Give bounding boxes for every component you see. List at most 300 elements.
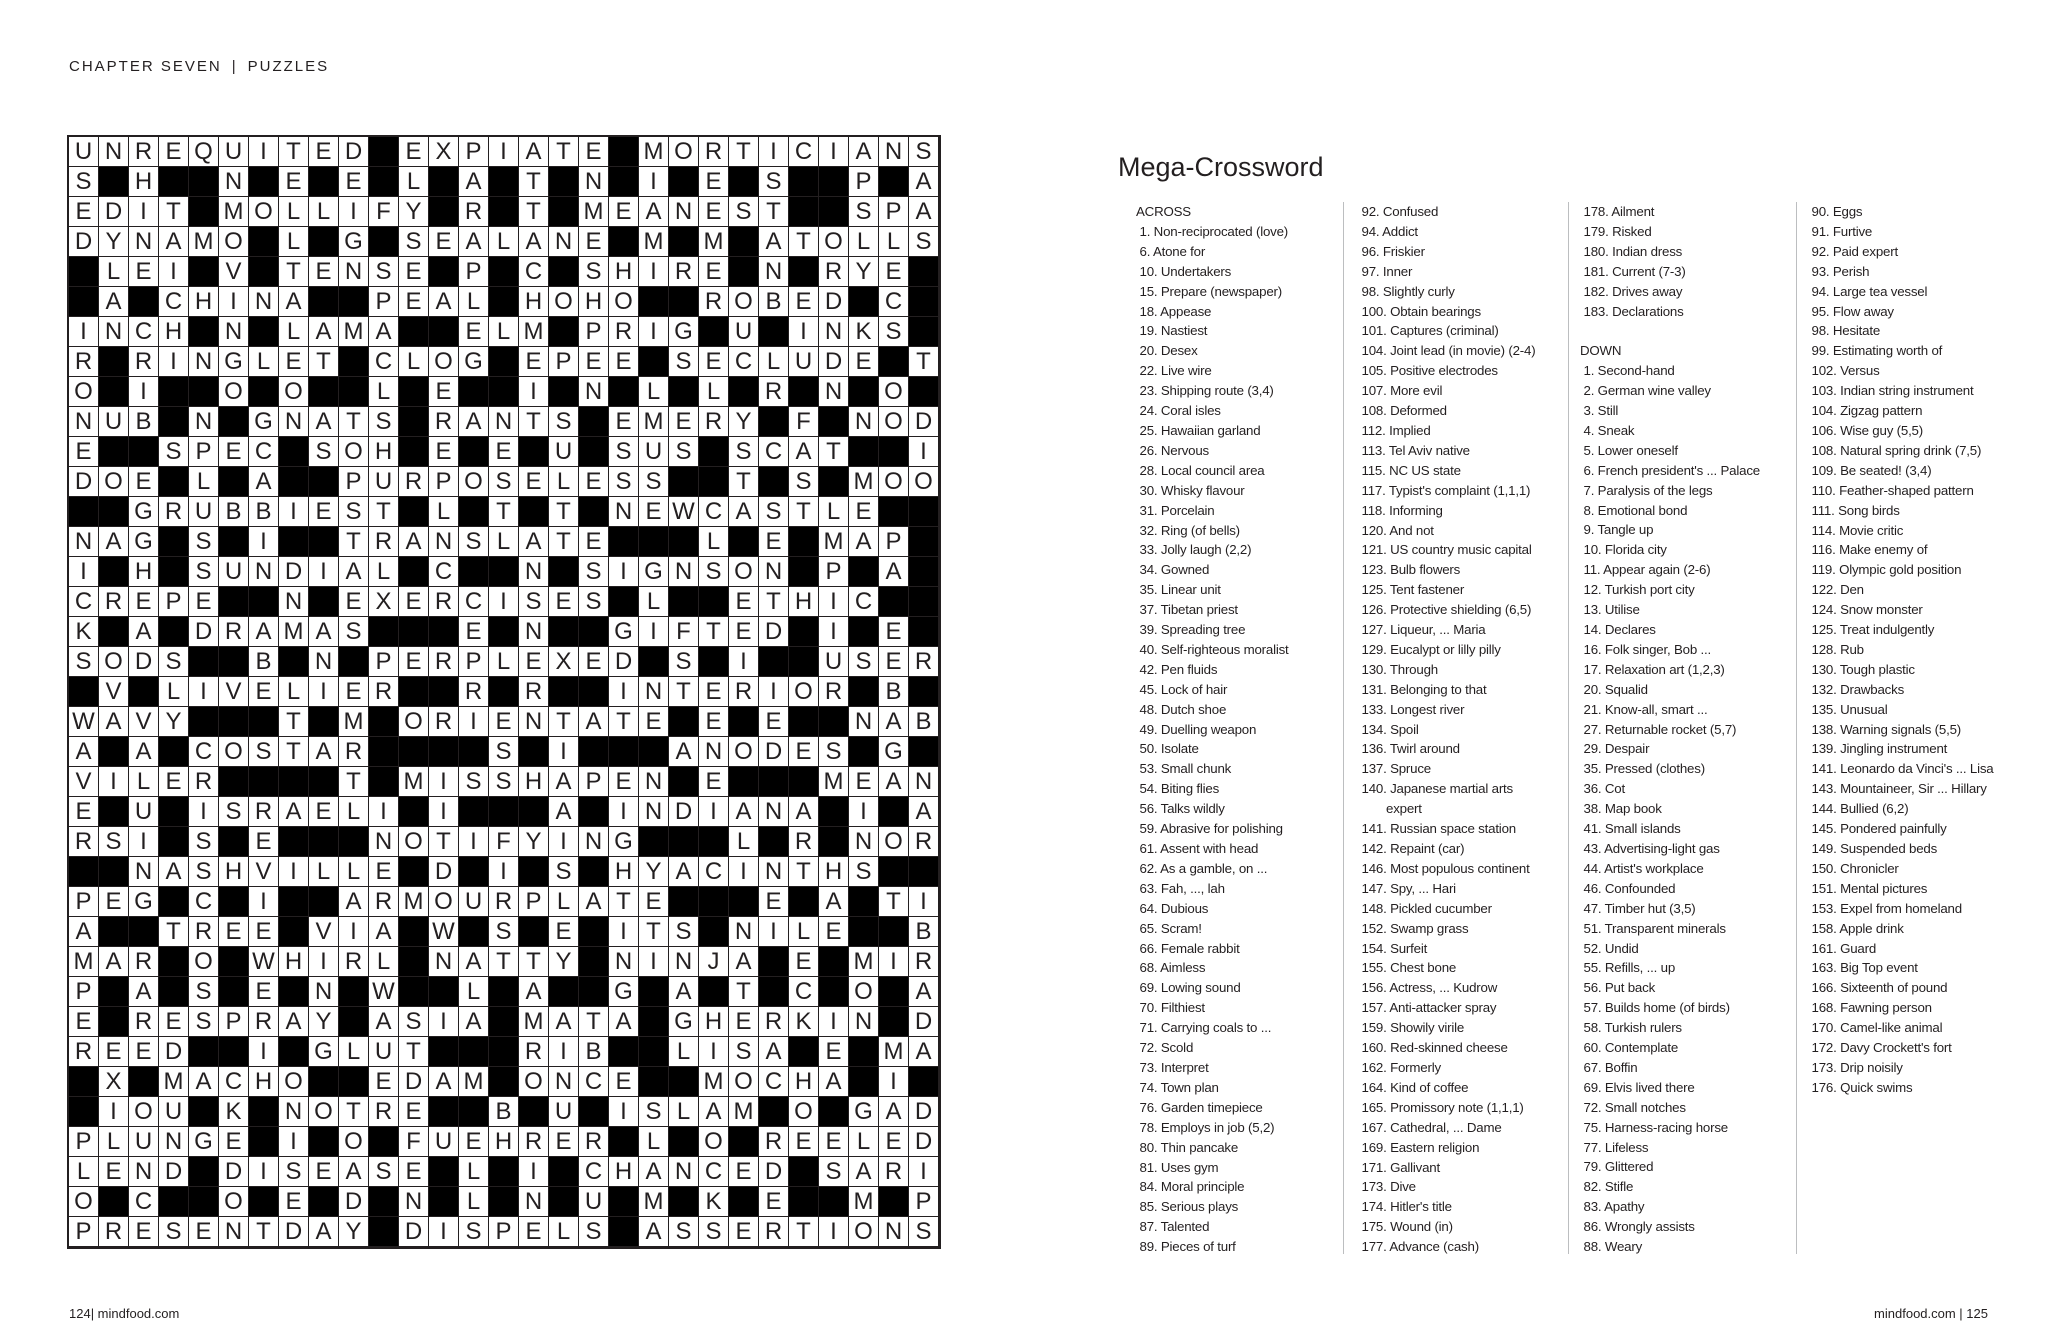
grid-cell-black	[399, 437, 429, 467]
clue-item: 52. Undid	[1580, 940, 1639, 956]
grid-cell: A	[579, 707, 609, 737]
grid-cell: W	[369, 977, 399, 1007]
grid-cell: M	[279, 617, 309, 647]
grid-cell-black	[369, 1127, 399, 1157]
grid-cell: A	[369, 317, 399, 347]
grid-cell: A	[789, 797, 819, 827]
grid-cell: N	[849, 407, 879, 437]
clue-item: 115. NC US state	[1358, 462, 1461, 478]
grid-cell: M	[699, 1067, 729, 1097]
grid-cell-black	[879, 167, 909, 197]
grid-cell: T	[279, 707, 309, 737]
grid-cell: E	[399, 287, 429, 317]
grid-cell: E	[339, 587, 369, 617]
grid-cell: T	[519, 407, 549, 437]
grid-cell-black	[369, 1187, 399, 1217]
clue-item: 11. Appear again (2-6)	[1580, 562, 1711, 578]
grid-cell-black	[669, 1187, 699, 1217]
clue-spacer	[1580, 321, 1760, 341]
grid-cell: A	[879, 767, 909, 797]
grid-cell: L	[459, 1157, 489, 1187]
grid-cell-black	[759, 977, 789, 1007]
grid-cell-black	[699, 827, 729, 857]
grid-cell: Y	[399, 197, 429, 227]
grid-cell-black	[669, 1127, 699, 1157]
grid-cell: F	[489, 827, 519, 857]
grid-cell: R	[429, 647, 459, 677]
grid-cell: S	[159, 437, 189, 467]
grid-cell-black	[909, 617, 939, 647]
grid-cell: U	[549, 437, 579, 467]
grid-cell-black	[579, 497, 609, 527]
grid-cell: S	[759, 497, 789, 527]
grid-cell: E	[159, 1007, 189, 1037]
grid-cell: D	[279, 1217, 309, 1247]
grid-cell: M	[519, 317, 549, 347]
grid-cell: N	[99, 137, 129, 167]
grid-cell: S	[669, 1217, 699, 1247]
grid-cell-black	[99, 347, 129, 377]
clue-item: 76. Garden timepiece	[1136, 1099, 1263, 1115]
grid-cell: A	[789, 437, 819, 467]
grid-cell-black	[189, 1097, 219, 1127]
clue-item: 106. Wise guy (5,5)	[1808, 422, 1923, 438]
grid-cell: S	[489, 767, 519, 797]
clue-item: 159. Showily virile	[1358, 1020, 1465, 1036]
grid-cell: C	[579, 1157, 609, 1187]
grid-cell: N	[759, 257, 789, 287]
clue-item: 166. Sixteenth of pound	[1808, 980, 1948, 996]
grid-cell: P	[159, 587, 189, 617]
clue-item: 141. Leonardo da Vinci's ... Lisa	[1808, 761, 1994, 777]
grid-cell: R	[429, 407, 459, 437]
clue-item: 33. Jolly laugh (2,2)	[1136, 542, 1252, 558]
grid-cell-black	[69, 257, 99, 287]
grid-cell: I	[159, 257, 189, 287]
grid-cell: I	[69, 317, 99, 347]
grid-cell: E	[639, 497, 669, 527]
grid-cell: O	[399, 707, 429, 737]
grid-cell-black	[729, 707, 759, 737]
grid-cell: U	[69, 137, 99, 167]
grid-cell: A	[249, 617, 279, 647]
grid-cell: A	[249, 467, 279, 497]
grid-cell: G	[459, 347, 489, 377]
grid-cell-black	[669, 887, 699, 917]
grid-cell-black	[309, 227, 339, 257]
clue-item: 44. Artist's workplace	[1580, 860, 1704, 876]
grid-cell: P	[69, 1127, 99, 1157]
grid-cell-black	[279, 437, 309, 467]
grid-cell-black	[549, 677, 579, 707]
clue-item: 35. Linear unit	[1136, 582, 1221, 598]
grid-cell: D	[339, 1187, 369, 1217]
grid-cell: C	[729, 347, 759, 377]
grid-cell-black	[489, 557, 519, 587]
grid-cell-black	[639, 347, 669, 377]
clue-item: 29. Despair	[1580, 741, 1650, 757]
grid-cell: A	[339, 887, 369, 917]
grid-cell: M	[519, 1007, 549, 1037]
grid-cell: I	[339, 197, 369, 227]
grid-cell: K	[699, 1187, 729, 1217]
grid-cell: E	[519, 647, 549, 677]
clue-item: 10. Undertakers	[1136, 263, 1232, 279]
grid-cell-black	[429, 1187, 459, 1217]
grid-cell: L	[99, 257, 129, 287]
grid-cell-black	[459, 497, 489, 527]
grid-cell-black	[639, 827, 669, 857]
grid-cell: T	[729, 467, 759, 497]
grid-cell: N	[549, 227, 579, 257]
grid-cell: T	[249, 1217, 279, 1247]
grid-cell: E	[489, 707, 519, 737]
clue-item: 94. Addict	[1358, 223, 1418, 239]
grid-cell-black	[99, 917, 129, 947]
grid-cell: C	[129, 317, 159, 347]
grid-cell-black	[639, 527, 669, 557]
grid-cell-black	[189, 1157, 219, 1187]
clue-item: 101. Captures (criminal)	[1358, 323, 1499, 339]
grid-cell-black	[429, 677, 459, 707]
grid-cell: A	[429, 287, 459, 317]
grid-cell: B	[249, 647, 279, 677]
grid-cell: E	[309, 257, 339, 287]
grid-cell: S	[69, 647, 99, 677]
grid-cell: J	[699, 947, 729, 977]
grid-cell-black	[609, 377, 639, 407]
clue-item: 112. Implied	[1358, 422, 1431, 438]
clue-item: 174. Hitler's title	[1358, 1199, 1452, 1215]
grid-cell: T	[369, 497, 399, 527]
grid-cell: I	[189, 797, 219, 827]
grid-cell-black	[759, 467, 789, 497]
grid-cell-black	[579, 947, 609, 977]
grid-cell: S	[609, 467, 639, 497]
grid-cell: E	[699, 767, 729, 797]
grid-cell-black	[249, 587, 279, 617]
grid-cell: N	[519, 557, 549, 587]
grid-cell: V	[99, 677, 129, 707]
clue-item: 109. Be seated! (3,4)	[1808, 462, 1932, 478]
grid-cell: T	[579, 1007, 609, 1037]
grid-cell: E	[69, 437, 99, 467]
clue-item: 144. Bullied (6,2)	[1808, 801, 1909, 817]
grid-cell: H	[189, 287, 219, 317]
clue-item: 145. Pondered painfully	[1808, 821, 1947, 837]
grid-cell: S	[489, 917, 519, 947]
clue-item: 122. Den	[1808, 582, 1864, 598]
grid-cell-black	[519, 437, 549, 467]
grid-cell: M	[459, 1067, 489, 1097]
grid-cell: P	[519, 887, 549, 917]
grid-cell: L	[459, 1187, 489, 1217]
grid-cell: I	[489, 137, 519, 167]
grid-cell-black	[549, 257, 579, 287]
grid-cell: M	[639, 407, 669, 437]
grid-cell: D	[909, 1097, 939, 1127]
grid-cell: A	[309, 317, 339, 347]
grid-cell: G	[849, 1097, 879, 1127]
grid-cell: R	[249, 797, 279, 827]
clue-heading-down: DOWN	[1580, 343, 1622, 359]
grid-cell: N	[369, 827, 399, 857]
grid-cell-black	[819, 1097, 849, 1127]
grid-cell: A	[669, 857, 699, 887]
grid-cell: I	[249, 1037, 279, 1067]
grid-cell: C	[879, 287, 909, 317]
grid-cell-black	[99, 617, 129, 647]
grid-cell-black	[159, 977, 189, 1007]
grid-cell: E	[519, 1217, 549, 1247]
grid-cell: R	[399, 467, 429, 497]
clue-item: 73. Interpret	[1136, 1059, 1209, 1075]
grid-cell: G	[129, 887, 159, 917]
grid-cell: A	[339, 1157, 369, 1187]
clue-item: 7. Paralysis of the legs	[1580, 482, 1713, 498]
clue-item: 150. Chronicler	[1808, 860, 1899, 876]
grid-cell-black	[759, 827, 789, 857]
grid-cell: E	[249, 977, 279, 1007]
grid-cell: F	[669, 617, 699, 647]
grid-cell: V	[129, 707, 159, 737]
grid-cell-black	[99, 437, 129, 467]
grid-cell-black	[339, 347, 369, 377]
grid-cell: I	[909, 437, 939, 467]
grid-cell: O	[609, 287, 639, 317]
grid-cell: E	[249, 677, 279, 707]
grid-cell: N	[639, 677, 669, 707]
grid-cell-black	[819, 827, 849, 857]
grid-cell: A	[549, 767, 579, 797]
grid-cell: A	[159, 227, 189, 257]
clue-item: 136. Twirl around	[1358, 741, 1460, 757]
grid-cell: E	[819, 1037, 849, 1067]
grid-cell: I	[549, 1037, 579, 1067]
grid-cell-black	[459, 857, 489, 887]
clue-item: 121. US country music capital	[1358, 542, 1532, 558]
grid-cell: S	[189, 557, 219, 587]
grid-cell: A	[819, 1067, 849, 1097]
clue-item: 135. Unusual	[1808, 701, 1888, 717]
grid-cell-black	[249, 1127, 279, 1157]
grid-cell: A	[279, 797, 309, 827]
grid-cell-black	[369, 617, 399, 647]
grid-cell: S	[489, 467, 519, 497]
grid-cell: O	[309, 1097, 339, 1127]
grid-cell: T	[489, 947, 519, 977]
grid-cell: C	[699, 497, 729, 527]
clue-item: 98. Hesitate	[1808, 323, 1881, 339]
grid-cell-black	[789, 1037, 819, 1067]
clue-item: 36. Cot	[1580, 781, 1625, 797]
grid-cell: M	[639, 1187, 669, 1217]
chapter-label: CHAPTER SEVEN	[69, 58, 222, 75]
grid-cell: Q	[189, 137, 219, 167]
grid-cell-black	[819, 977, 849, 1007]
clue-item: 68. Aimless	[1136, 960, 1206, 976]
grid-cell: E	[219, 437, 249, 467]
grid-cell: S	[699, 1217, 729, 1247]
grid-cell: I	[519, 377, 549, 407]
clue-item: 171. Gallivant	[1358, 1159, 1441, 1175]
grid-cell-black	[879, 497, 909, 527]
grid-cell: P	[549, 347, 579, 377]
grid-cell-black	[489, 1007, 519, 1037]
grid-cell: S	[579, 1217, 609, 1247]
grid-cell: I	[369, 797, 399, 827]
grid-cell: L	[669, 1097, 699, 1127]
grid-cell-black	[789, 887, 819, 917]
grid-cell: O	[879, 407, 909, 437]
grid-cell: P	[819, 557, 849, 587]
grid-cell-black	[159, 617, 189, 647]
grid-cell: I	[909, 887, 939, 917]
grid-cell: U	[429, 1127, 459, 1157]
grid-cell: C	[369, 347, 399, 377]
grid-cell: R	[489, 887, 519, 917]
grid-cell: N	[729, 917, 759, 947]
grid-cell: E	[579, 347, 609, 377]
grid-cell: E	[309, 497, 339, 527]
grid-cell: E	[399, 137, 429, 167]
clue-item: 55. Refills, ... up	[1580, 960, 1676, 976]
grid-cell-black	[819, 467, 849, 497]
grid-cell: T	[789, 857, 819, 887]
grid-cell: D	[819, 287, 849, 317]
grid-cell-black	[399, 917, 429, 947]
grid-cell: S	[189, 527, 219, 557]
grid-cell: X	[429, 137, 459, 167]
grid-cell-black	[429, 257, 459, 287]
grid-cell: P	[189, 437, 219, 467]
grid-cell: A	[459, 407, 489, 437]
grid-cell: A	[849, 1157, 879, 1187]
grid-cell: R	[69, 347, 99, 377]
clue-item: 78. Employs in job (5,2)	[1136, 1119, 1275, 1135]
grid-cell-black	[429, 317, 459, 347]
grid-cell: G	[639, 557, 669, 587]
grid-cell: I	[519, 1157, 549, 1187]
grid-cell: D	[909, 1007, 939, 1037]
clue-item: 72. Scold	[1136, 1040, 1194, 1056]
grid-cell: S	[729, 437, 759, 467]
grid-cell: O	[219, 377, 249, 407]
grid-cell: R	[189, 767, 219, 797]
grid-cell: L	[639, 1127, 669, 1157]
grid-cell: D	[909, 1127, 939, 1157]
grid-cell-black	[669, 527, 699, 557]
grid-cell: R	[759, 377, 789, 407]
clue-item: 120. And not	[1358, 522, 1434, 538]
grid-cell-black	[159, 557, 189, 587]
grid-cell: S	[549, 407, 579, 437]
grid-cell: B	[909, 917, 939, 947]
grid-cell: E	[699, 677, 729, 707]
grid-cell-black	[669, 767, 699, 797]
grid-cell: N	[579, 827, 609, 857]
grid-cell: M	[699, 227, 729, 257]
grid-cell: S	[759, 167, 789, 197]
grid-cell: O	[729, 1067, 759, 1097]
grid-cell: S	[909, 137, 939, 167]
grid-cell: E	[69, 797, 99, 827]
clue-item: 59. Abrasive for polishing	[1136, 821, 1283, 837]
grid-cell: H	[219, 857, 249, 887]
grid-cell: O	[879, 377, 909, 407]
grid-cell: I	[219, 287, 249, 317]
grid-cell-black	[849, 1037, 879, 1067]
grid-cell-black	[789, 197, 819, 227]
clue-item: 116. Make enemy of	[1808, 542, 1928, 558]
grid-cell-black	[609, 227, 639, 257]
grid-cell: I	[699, 797, 729, 827]
grid-cell: E	[699, 707, 729, 737]
clue-item: 79. Glittered	[1580, 1159, 1654, 1175]
grid-cell: U	[789, 347, 819, 377]
grid-cell: I	[819, 137, 849, 167]
grid-cell-black	[489, 677, 519, 707]
clue-item: 183. Declarations	[1580, 303, 1684, 319]
grid-cell: I	[69, 557, 99, 587]
clue-item: 131. Belonging to that	[1358, 681, 1487, 697]
grid-cell-black	[609, 1127, 639, 1157]
grid-cell-black	[639, 1037, 669, 1067]
grid-cell: N	[879, 1217, 909, 1247]
grid-cell-black	[99, 797, 129, 827]
grid-cell-black	[339, 1007, 369, 1037]
clue-item: 123. Bulb flowers	[1358, 562, 1461, 578]
grid-cell-black	[249, 377, 279, 407]
grid-cell: E	[429, 227, 459, 257]
grid-cell: H	[579, 287, 609, 317]
grid-cell: E	[489, 437, 519, 467]
grid-cell-black	[879, 347, 909, 377]
grid-cell: S	[669, 437, 699, 467]
grid-cell: O	[69, 1187, 99, 1217]
grid-cell: I	[459, 707, 489, 737]
grid-cell: I	[549, 827, 579, 857]
grid-cell: S	[669, 647, 699, 677]
grid-cell: L	[549, 887, 579, 917]
clue-item: 82. Stifle	[1580, 1179, 1634, 1195]
grid-cell: M	[189, 227, 219, 257]
grid-cell-black	[699, 887, 729, 917]
grid-cell: I	[189, 677, 219, 707]
grid-cell-black	[489, 1187, 519, 1217]
clue-item: 178. Ailment	[1580, 204, 1655, 219]
grid-cell: U	[129, 797, 159, 827]
grid-cell: L	[459, 977, 489, 1007]
grid-cell: E	[279, 347, 309, 377]
grid-cell-black	[249, 257, 279, 287]
grid-cell: L	[309, 197, 339, 227]
grid-cell: I	[489, 587, 519, 617]
clue-item: 173. Dive	[1358, 1179, 1416, 1195]
grid-cell: G	[879, 737, 909, 767]
grid-cell-black	[369, 767, 399, 797]
grid-cell-black	[99, 857, 129, 887]
clue-item: 180. Indian dress	[1580, 243, 1683, 259]
grid-cell: N	[519, 617, 549, 647]
clue-column-3	[1580, 202, 1760, 1257]
grid-cell-black	[219, 827, 249, 857]
grid-cell: R	[129, 137, 159, 167]
grid-cell-black	[669, 377, 699, 407]
grid-cell: E	[609, 767, 639, 797]
grid-cell: O	[279, 1067, 309, 1097]
grid-cell-black	[909, 497, 939, 527]
